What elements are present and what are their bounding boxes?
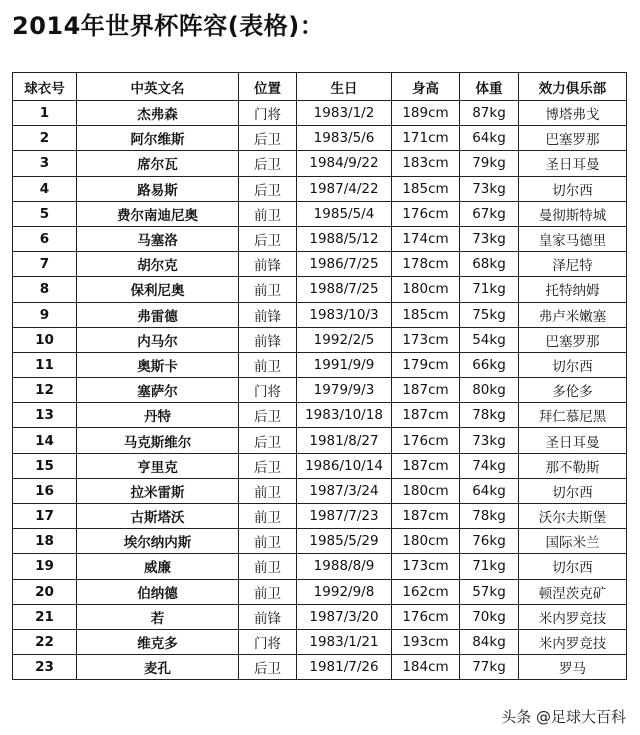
header-name: 中英文名 <box>77 73 239 101</box>
jersey-number-cell: 21 <box>13 604 77 629</box>
jersey-number-cell: 4 <box>13 176 77 201</box>
birthday-cell: 1987/7/23 <box>297 504 392 529</box>
page-title: 2014年世界杯阵容(表格)： <box>12 12 325 40</box>
table-row <box>13 302 627 327</box>
header-weight: 体重 <box>460 73 519 101</box>
weight-cell: 87kg <box>460 101 519 126</box>
height-cell: 183cm <box>392 151 460 176</box>
player-name-cell: 丹特 <box>77 403 239 428</box>
jersey-number-cell: 12 <box>13 378 77 403</box>
header-club: 效力俱乐部 <box>519 73 627 101</box>
jersey-number-cell: 20 <box>13 579 77 604</box>
position-cell: 前卫 <box>239 352 297 377</box>
height-cell: 187cm <box>392 453 460 478</box>
table-row <box>13 176 627 201</box>
height-cell: 185cm <box>392 176 460 201</box>
birthday-cell: 1979/9/3 <box>297 378 392 403</box>
table-row <box>13 378 627 403</box>
weight-cell: 71kg <box>460 554 519 579</box>
weight-cell: 73kg <box>460 428 519 453</box>
position-cell: 后卫 <box>239 428 297 453</box>
position-cell: 前锋 <box>239 252 297 277</box>
weight-cell: 76kg <box>460 529 519 554</box>
club-cell: 弗卢米嫩塞 <box>519 302 627 327</box>
player-name-cell: 席尔瓦 <box>77 151 239 176</box>
height-cell: 180cm <box>392 529 460 554</box>
club-cell: 切尔西 <box>519 352 627 377</box>
height-cell: 187cm <box>392 504 460 529</box>
player-name-cell: 麦孔 <box>77 655 239 680</box>
height-cell: 178cm <box>392 252 460 277</box>
height-cell: 193cm <box>392 629 460 654</box>
birthday-cell: 1985/5/4 <box>297 201 392 226</box>
jersey-number-cell: 6 <box>13 226 77 251</box>
birthday-cell: 1987/3/24 <box>297 478 392 503</box>
weight-cell: 84kg <box>460 629 519 654</box>
height-cell: 162cm <box>392 579 460 604</box>
position-cell: 后卫 <box>239 655 297 680</box>
jersey-number-cell: 2 <box>13 126 77 151</box>
birthday-cell: 1992/2/5 <box>297 327 392 352</box>
position-cell: 门将 <box>239 629 297 654</box>
weight-cell: 67kg <box>460 201 519 226</box>
position-cell: 后卫 <box>239 226 297 251</box>
height-cell: 187cm <box>392 378 460 403</box>
club-cell: 国际米兰 <box>519 529 627 554</box>
player-name-cell: 保利尼奥 <box>77 277 239 302</box>
table-row <box>13 453 627 478</box>
birthday-cell: 1981/8/27 <box>297 428 392 453</box>
player-name-cell: 维克多 <box>77 629 239 654</box>
birthday-cell: 1987/4/22 <box>297 176 392 201</box>
jersey-number-cell: 1 <box>13 101 77 126</box>
table-row <box>13 151 627 176</box>
club-cell: 顿涅茨克矿 <box>519 579 627 604</box>
height-cell: 184cm <box>392 655 460 680</box>
club-cell: 皇家马德里 <box>519 226 627 251</box>
header-jersey-number: 球衣号 <box>13 73 77 101</box>
table-row <box>13 101 627 126</box>
watermark: 头条 @足球大百科 <box>501 708 626 726</box>
birthday-cell: 1981/7/26 <box>297 655 392 680</box>
club-cell: 圣日耳曼 <box>519 151 627 176</box>
jersey-number-cell: 11 <box>13 352 77 377</box>
weight-cell: 54kg <box>460 327 519 352</box>
club-cell: 罗马 <box>519 655 627 680</box>
table-row <box>13 579 627 604</box>
player-name-cell: 亨里克 <box>77 453 239 478</box>
birthday-cell: 1983/10/3 <box>297 302 392 327</box>
table-row <box>13 201 627 226</box>
club-cell: 米内罗竞技 <box>519 604 627 629</box>
height-cell: 180cm <box>392 478 460 503</box>
club-cell: 巴塞罗那 <box>519 327 627 352</box>
weight-cell: 77kg <box>460 655 519 680</box>
table-row <box>13 529 627 554</box>
position-cell: 前卫 <box>239 201 297 226</box>
club-cell: 拜仁慕尼黑 <box>519 403 627 428</box>
birthday-cell: 1988/7/25 <box>297 277 392 302</box>
height-cell: 171cm <box>392 126 460 151</box>
position-cell: 前锋 <box>239 604 297 629</box>
position-cell: 前锋 <box>239 327 297 352</box>
birthday-cell: 1992/9/8 <box>297 579 392 604</box>
height-cell: 176cm <box>392 604 460 629</box>
player-name-cell: 古斯塔沃 <box>77 504 239 529</box>
table-row <box>13 352 627 377</box>
player-name-cell: 奥斯卡 <box>77 352 239 377</box>
weight-cell: 78kg <box>460 403 519 428</box>
table-header-row <box>13 73 627 101</box>
height-cell: 187cm <box>392 403 460 428</box>
birthday-cell: 1988/8/9 <box>297 554 392 579</box>
jersey-number-cell: 10 <box>13 327 77 352</box>
table-row <box>13 504 627 529</box>
birthday-cell: 1988/5/12 <box>297 226 392 251</box>
height-cell: 176cm <box>392 201 460 226</box>
table-body <box>13 101 627 680</box>
club-cell: 托特纳姆 <box>519 277 627 302</box>
table-row <box>13 226 627 251</box>
table-row <box>13 252 627 277</box>
player-name-cell: 马克斯维尔 <box>77 428 239 453</box>
club-cell: 沃尔夫斯堡 <box>519 504 627 529</box>
player-name-cell: 阿尔维斯 <box>77 126 239 151</box>
player-name-cell: 塞萨尔 <box>77 378 239 403</box>
weight-cell: 66kg <box>460 352 519 377</box>
table-row <box>13 403 627 428</box>
birthday-cell: 1985/5/29 <box>297 529 392 554</box>
club-cell: 切尔西 <box>519 478 627 503</box>
position-cell: 后卫 <box>239 403 297 428</box>
birthday-cell: 1983/1/21 <box>297 629 392 654</box>
player-name-cell: 伯纳德 <box>77 579 239 604</box>
jersey-number-cell: 19 <box>13 554 77 579</box>
club-cell: 巴塞罗那 <box>519 126 627 151</box>
height-cell: 173cm <box>392 554 460 579</box>
height-cell: 189cm <box>392 101 460 126</box>
club-cell: 曼彻斯特城 <box>519 201 627 226</box>
table-row <box>13 604 627 629</box>
club-cell: 米内罗竞技 <box>519 629 627 654</box>
height-cell: 180cm <box>392 277 460 302</box>
club-cell: 圣日耳曼 <box>519 428 627 453</box>
weight-cell: 80kg <box>460 378 519 403</box>
player-name-cell: 弗雷德 <box>77 302 239 327</box>
club-cell: 泽尼特 <box>519 252 627 277</box>
club-cell: 多伦多 <box>519 378 627 403</box>
jersey-number-cell: 17 <box>13 504 77 529</box>
position-cell: 后卫 <box>239 126 297 151</box>
player-name-cell: 马塞洛 <box>77 226 239 251</box>
table-row <box>13 554 627 579</box>
club-cell: 切尔西 <box>519 554 627 579</box>
jersey-number-cell: 8 <box>13 277 77 302</box>
weight-cell: 78kg <box>460 504 519 529</box>
weight-cell: 75kg <box>460 302 519 327</box>
position-cell: 前卫 <box>239 554 297 579</box>
position-cell: 门将 <box>239 101 297 126</box>
club-cell: 那不勒斯 <box>519 453 627 478</box>
jersey-number-cell: 5 <box>13 201 77 226</box>
table-row <box>13 629 627 654</box>
jersey-number-cell: 18 <box>13 529 77 554</box>
height-cell: 179cm <box>392 352 460 377</box>
weight-cell: 64kg <box>460 478 519 503</box>
header-height: 身高 <box>392 73 460 101</box>
jersey-number-cell: 22 <box>13 629 77 654</box>
height-cell: 173cm <box>392 327 460 352</box>
table-row <box>13 655 627 680</box>
header-position: 位置 <box>239 73 297 101</box>
jersey-number-cell: 15 <box>13 453 77 478</box>
jersey-number-cell: 3 <box>13 151 77 176</box>
table-row <box>13 478 627 503</box>
birthday-cell: 1983/5/6 <box>297 126 392 151</box>
weight-cell: 79kg <box>460 151 519 176</box>
roster-table <box>12 72 627 680</box>
position-cell: 后卫 <box>239 453 297 478</box>
jersey-number-cell: 23 <box>13 655 77 680</box>
position-cell: 前卫 <box>239 478 297 503</box>
player-name-cell: 路易斯 <box>77 176 239 201</box>
player-name-cell: 威廉 <box>77 554 239 579</box>
birthday-cell: 1987/3/20 <box>297 604 392 629</box>
position-cell: 前卫 <box>239 504 297 529</box>
weight-cell: 57kg <box>460 579 519 604</box>
position-cell: 前卫 <box>239 579 297 604</box>
table-row <box>13 428 627 453</box>
position-cell: 后卫 <box>239 176 297 201</box>
height-cell: 174cm <box>392 226 460 251</box>
player-name-cell: 若 <box>77 604 239 629</box>
height-cell: 176cm <box>392 428 460 453</box>
player-name-cell: 埃尔纳内斯 <box>77 529 239 554</box>
jersey-number-cell: 9 <box>13 302 77 327</box>
position-cell: 前锋 <box>239 302 297 327</box>
birthday-cell: 1983/1/2 <box>297 101 392 126</box>
table-row <box>13 277 627 302</box>
player-name-cell: 拉米雷斯 <box>77 478 239 503</box>
height-cell: 185cm <box>392 302 460 327</box>
birthday-cell: 1986/7/25 <box>297 252 392 277</box>
club-cell: 切尔西 <box>519 176 627 201</box>
weight-cell: 73kg <box>460 176 519 201</box>
position-cell: 前卫 <box>239 529 297 554</box>
player-name-cell: 内马尔 <box>77 327 239 352</box>
birthday-cell: 1983/10/18 <box>297 403 392 428</box>
weight-cell: 68kg <box>460 252 519 277</box>
jersey-number-cell: 14 <box>13 428 77 453</box>
club-cell: 博塔弗戈 <box>519 101 627 126</box>
weight-cell: 74kg <box>460 453 519 478</box>
player-name-cell: 费尔南迪尼奥 <box>77 201 239 226</box>
jersey-number-cell: 7 <box>13 252 77 277</box>
position-cell: 后卫 <box>239 151 297 176</box>
jersey-number-cell: 16 <box>13 478 77 503</box>
weight-cell: 70kg <box>460 604 519 629</box>
table-row <box>13 126 627 151</box>
position-cell: 门将 <box>239 378 297 403</box>
birthday-cell: 1986/10/14 <box>297 453 392 478</box>
birthday-cell: 1984/9/22 <box>297 151 392 176</box>
jersey-number-cell: 13 <box>13 403 77 428</box>
weight-cell: 73kg <box>460 226 519 251</box>
player-name-cell: 胡尔克 <box>77 252 239 277</box>
player-name-cell: 杰弗森 <box>77 101 239 126</box>
weight-cell: 64kg <box>460 126 519 151</box>
weight-cell: 71kg <box>460 277 519 302</box>
birthday-cell: 1991/9/9 <box>297 352 392 377</box>
table-row <box>13 327 627 352</box>
header-birthday: 生日 <box>297 73 392 101</box>
position-cell: 前卫 <box>239 277 297 302</box>
